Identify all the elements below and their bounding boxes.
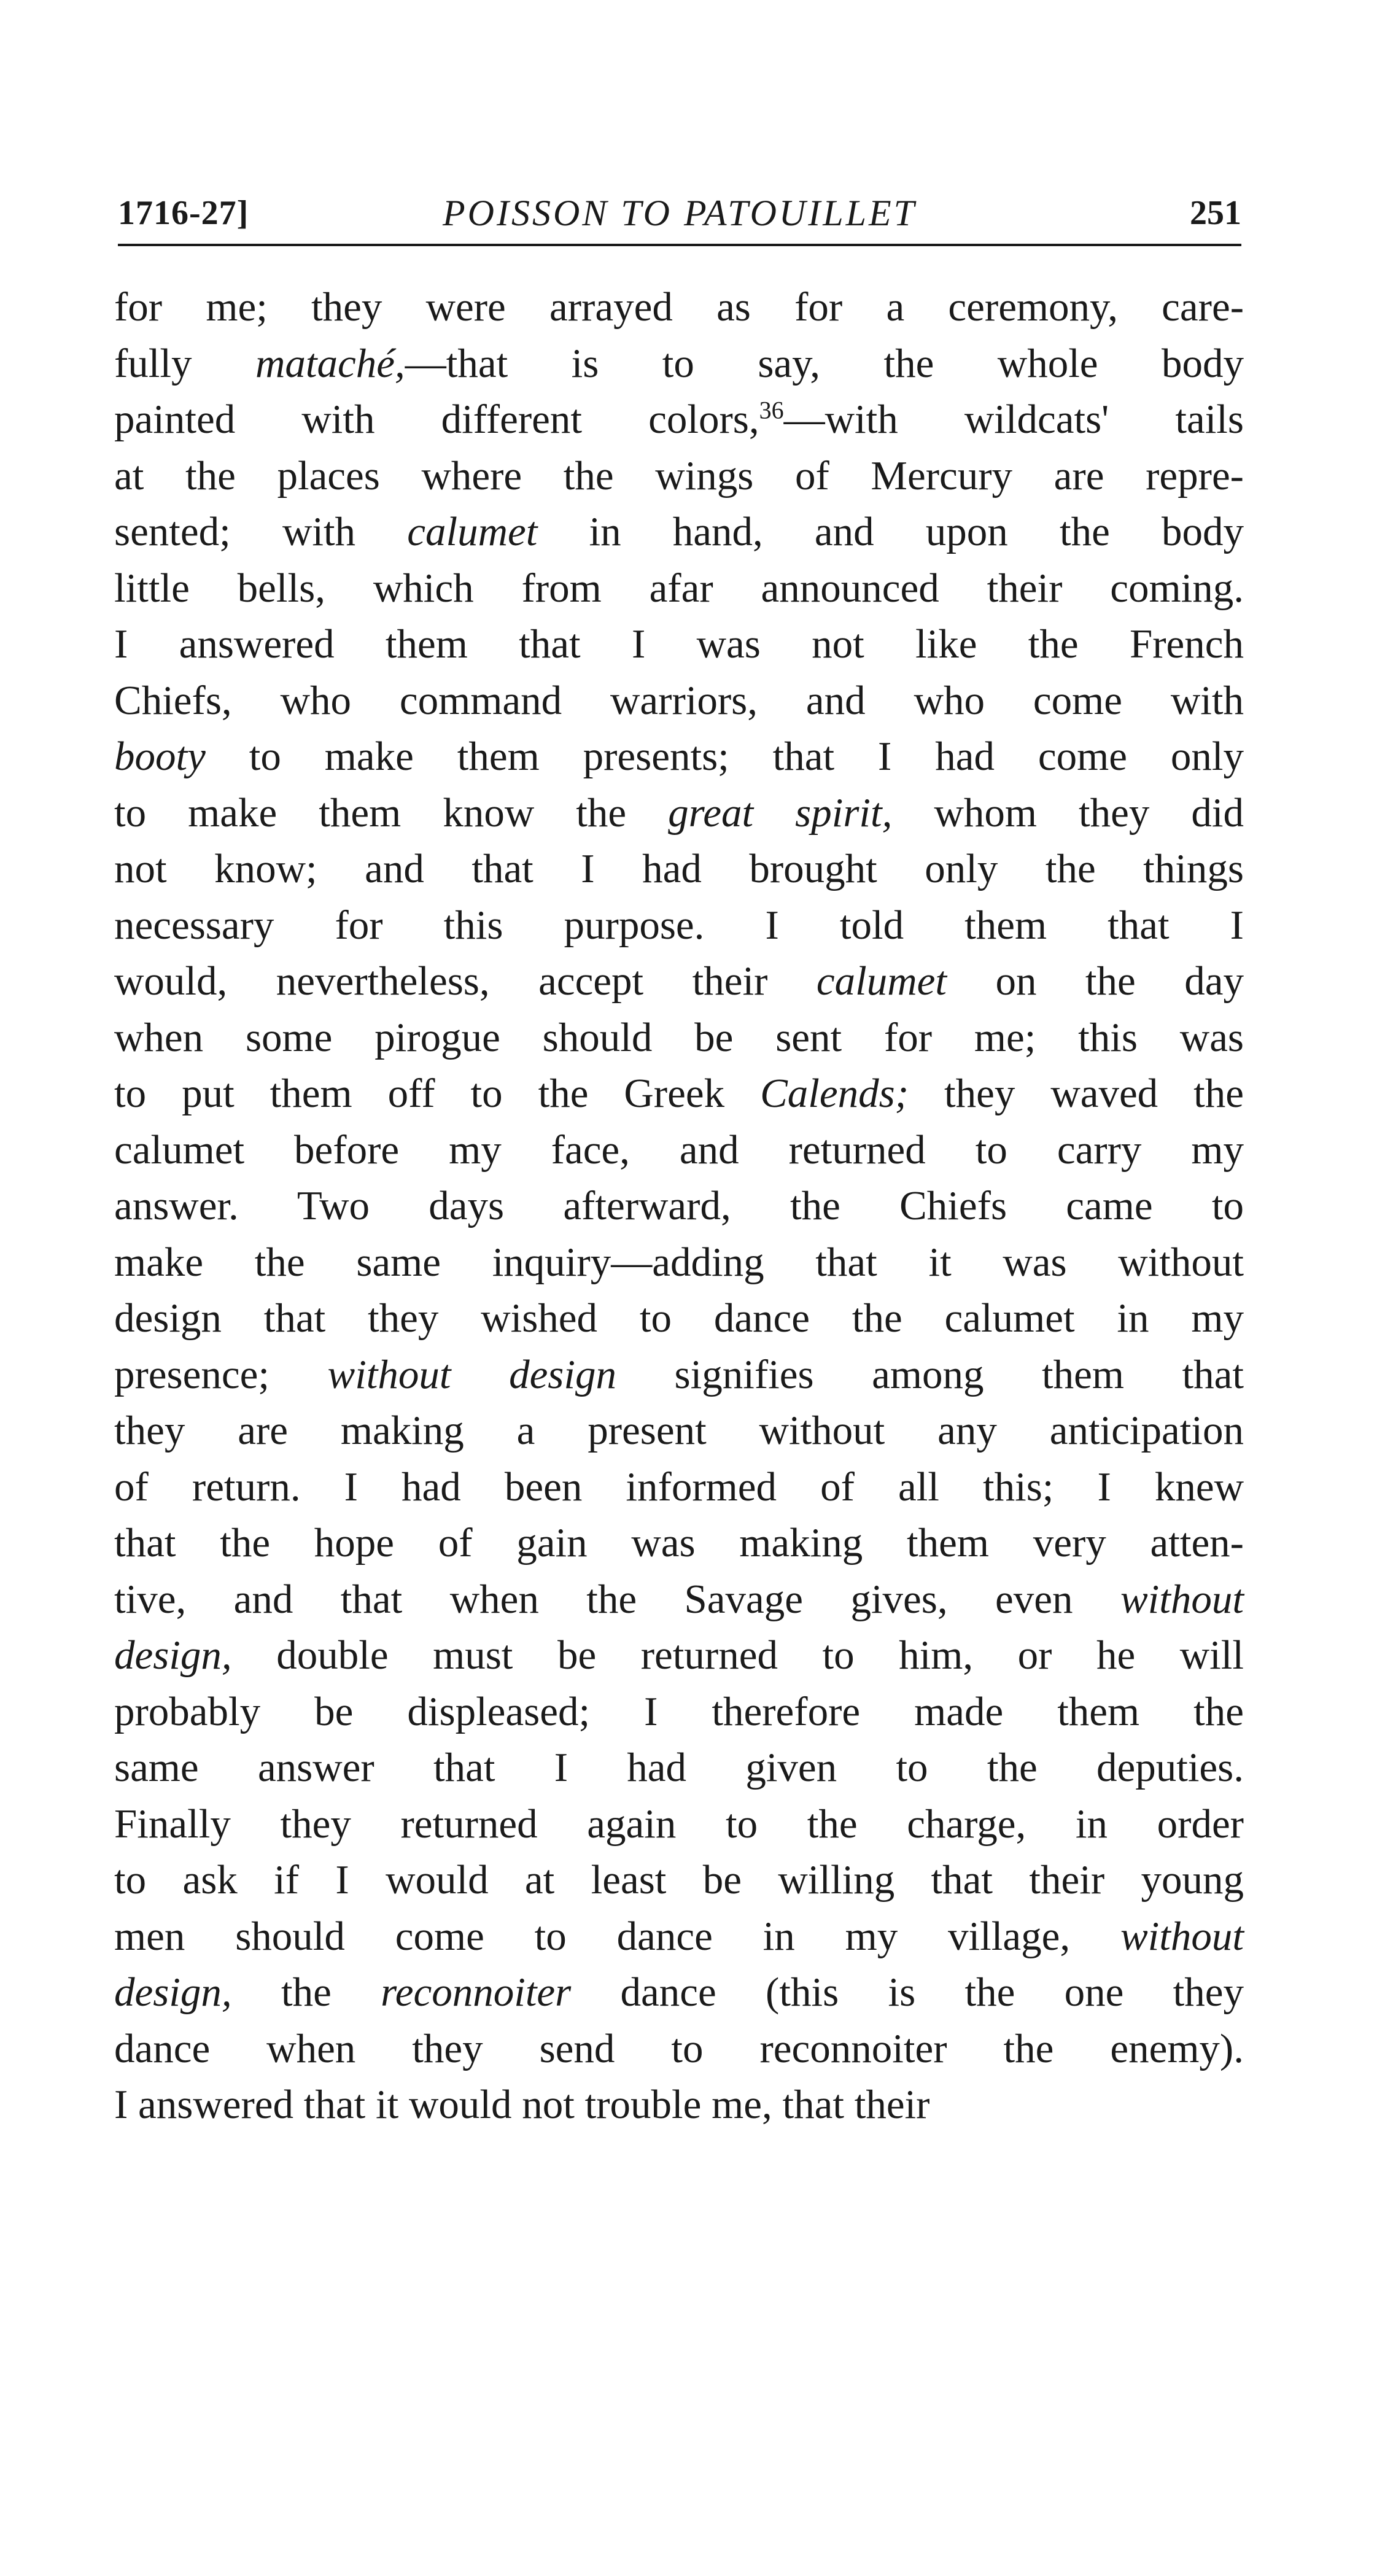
text-line: [114, 1066, 1244, 1122]
italic-text: without design: [327, 1351, 617, 1397]
text-segment: signifies among them that: [616, 1351, 1244, 1397]
text-segment: little bells, which from afar announced their coming.: [114, 565, 1244, 611]
text-line: [114, 1347, 1244, 1403]
header-date-range: 1716-27]: [118, 194, 249, 232]
text-segment: at the places where the wings of Mercury are repre-: [114, 452, 1244, 499]
text-line: [114, 279, 1244, 336]
text-line: [114, 1178, 1244, 1235]
text-line: [114, 673, 1244, 729]
text-segment: they waved the: [909, 1071, 1244, 1116]
text-segment: Finally they returned again to the charge, in order: [114, 1801, 1244, 1847]
text-segment: men should come to dance in my village,: [114, 1913, 1120, 1959]
text-segment: calumet before my face, and returned to carry my: [114, 1127, 1244, 1173]
text-line: [114, 1122, 1244, 1179]
text-segment: fully: [114, 340, 255, 386]
text-segment: to make them know the: [114, 789, 669, 836]
text-line: [114, 2077, 1244, 2133]
text-segment: the: [231, 1969, 381, 2015]
text-line: [114, 953, 1244, 1010]
text-line: [114, 729, 1244, 785]
italic-text: great spirit,: [668, 789, 893, 836]
text-segment: painted with different colors,: [114, 397, 759, 442]
text-segment: same answer that I had given to the deputies.: [114, 1745, 1244, 1790]
text-segment: Chiefs, who command warriors, and who come with: [114, 677, 1244, 723]
text-segment: dance (this is the one they: [571, 1969, 1244, 2015]
text-line: [114, 1459, 1244, 1516]
text-segment: design that they wished to dance the calumet in my: [114, 1295, 1244, 1341]
text-segment: —that is to say, the whole body: [405, 340, 1244, 386]
italic-text: without: [1120, 1913, 1244, 1959]
text-line: [114, 1235, 1244, 1291]
text-segment: dance when they send to reconnoiter the enemy).: [114, 2025, 1244, 2071]
text-segment: of return. I had been informed of all this; I knew: [114, 1464, 1244, 1510]
text-line: [114, 1403, 1244, 1459]
page-number: 251: [1190, 194, 1241, 232]
text-segment: would, nevertheless, accept their: [114, 958, 817, 1004]
text-line: [114, 1290, 1244, 1347]
text-segment: not know; and that I had brought only the things: [114, 846, 1244, 891]
text-segment: necessary for this purpose. I told them that I: [114, 902, 1244, 948]
body-text: [114, 279, 1244, 2133]
text-line: [114, 1852, 1244, 1909]
text-segment: to put them off to the Greek: [114, 1071, 761, 1116]
text-segment: sented; with: [114, 509, 408, 554]
italic-text: Calends;: [760, 1071, 909, 1116]
italic-text: mataché,: [255, 340, 405, 386]
text-segment: make the same inquiry—adding that it was without: [114, 1239, 1244, 1285]
text-segment: probably be displeased; I therefore made them the: [114, 1688, 1244, 1734]
text-line: [114, 336, 1244, 392]
text-segment: when some pirogue should be sent for me; this was: [114, 1014, 1244, 1060]
text-segment: presence;: [114, 1351, 328, 1397]
text-segment: on the day: [946, 958, 1244, 1004]
text-segment: —with wildcats' tails: [783, 397, 1244, 442]
italic-text: booty: [114, 734, 206, 779]
header-title: POISSON TO PATOUILLET: [443, 193, 917, 233]
text-segment: I answered that it would not trouble me, that their: [114, 2082, 930, 2127]
text-line: [114, 785, 1244, 842]
italic-text: design,: [114, 1632, 232, 1678]
text-line: [114, 2021, 1244, 2077]
text-segment: in hand, and upon the body: [537, 509, 1244, 554]
text-line: [114, 841, 1244, 898]
italic-text: calumet: [407, 509, 538, 554]
text-line: [114, 1965, 1244, 2021]
text-line: [114, 616, 1244, 673]
italic-text: calumet: [816, 958, 947, 1004]
footnote-ref: 36: [759, 396, 784, 424]
text-line: [114, 504, 1244, 561]
text-segment: for me; they were arrayed as for a ceremony, care-: [114, 284, 1244, 330]
text-segment: whom they did: [892, 789, 1244, 836]
italic-text: design,: [114, 1969, 232, 2015]
text-segment: they are making a present without any anticipation: [114, 1408, 1244, 1453]
text-line: [114, 448, 1244, 505]
text-line: [114, 561, 1244, 617]
text-line: [114, 1740, 1244, 1796]
text-line: [114, 392, 1244, 448]
italic-text: without: [1120, 1576, 1244, 1622]
text-line: [114, 1684, 1244, 1740]
text-line: [114, 1515, 1244, 1572]
italic-text: reconnoiter: [381, 1969, 572, 2015]
text-segment: to ask if I would at least be willing that their young: [114, 1857, 1244, 1903]
text-segment: tive, and that when the Savage gives, even: [114, 1576, 1120, 1622]
text-segment: double must be returned to him, or he will: [231, 1632, 1244, 1678]
text-line: [114, 1010, 1244, 1066]
text-line: [114, 1572, 1244, 1628]
text-segment: I answered them that I was not like the French: [114, 621, 1244, 667]
text-segment: to make them presents; that I had come only: [205, 734, 1244, 779]
running-header: [118, 187, 1241, 246]
text-line: [114, 898, 1244, 954]
text-line: [114, 1627, 1244, 1684]
text-line: [114, 1909, 1244, 1965]
text-line: [114, 1796, 1244, 1853]
text-segment: that the hope of gain was making them very atten-: [114, 1520, 1244, 1565]
text-segment: answer. Two days afterward, the Chiefs came to: [114, 1183, 1244, 1228]
